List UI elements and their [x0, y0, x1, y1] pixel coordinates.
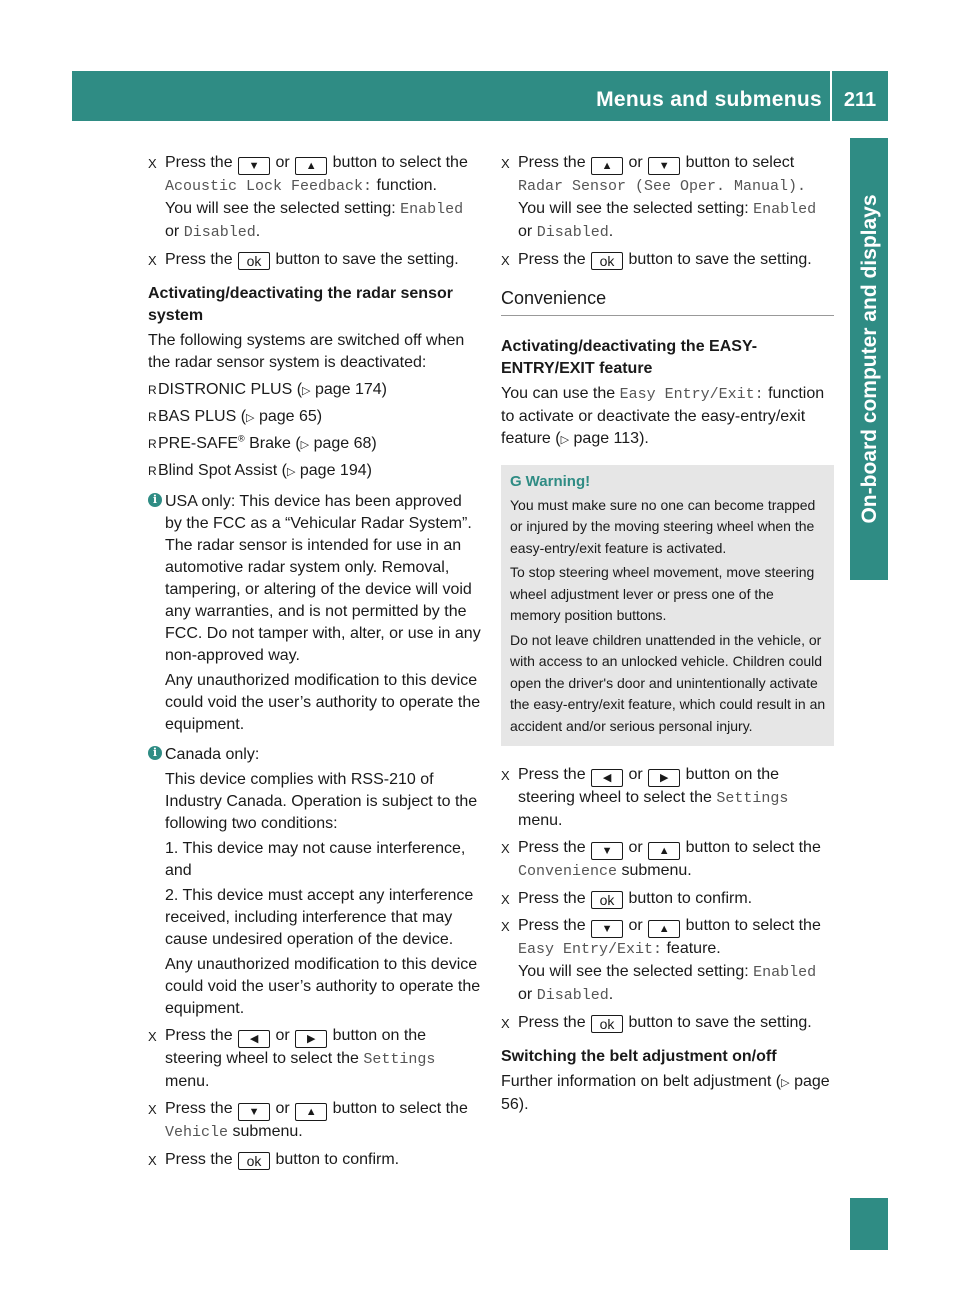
step-icon: X — [148, 1153, 157, 1168]
down-key-icon: ▼ — [238, 157, 270, 175]
ok-key-icon: ok — [238, 252, 270, 270]
step-icon: X — [501, 768, 510, 783]
down-key-icon: ▼ — [648, 157, 680, 175]
right-key-icon: ▶ — [295, 1030, 327, 1048]
step-icon: X — [501, 156, 510, 171]
step-confirm: X Press the ok button to confirm. — [501, 888, 834, 910]
warning-heading: G Warning! — [510, 473, 591, 490]
radar-systems-list — [148, 379, 482, 483]
canada-note: i Canada only: This device complies with RSS-210 of Industry Canada. Operation is subject to the following two conditions: 1. This device may not cause interference, and 2. This device must accept any interference received, including interference that may cause undesired operation of the device. Any unauthorized modification to this device could void the user’s authority to operate the equipment. — [148, 744, 482, 1020]
easy-entry-intro: You can use the Easy Entry/Exit: function to activate or deactivate the easy-entry/exit feature (▷ page 113). — [501, 385, 825, 447]
step-select-vehicle-submenu: X Press the ▼ or ▲ button to select the Vehicle submenu. — [148, 1100, 468, 1141]
section-title-convenience: Convenience — [501, 287, 834, 316]
list-item: R PRE-SAFE® Brake (▷ page 68) — [148, 433, 377, 452]
left-key-icon: ◀ — [591, 769, 623, 787]
step-select-easy-entry: X Press the ▼ or ▲ button to select the Easy Entry/Exit: feature. You will see the selected setting: Enabled or Disabled. — [501, 917, 821, 1004]
page-ref-icon: ▷ — [302, 385, 311, 397]
step-icon: X — [501, 253, 510, 268]
belt-heading: Switching the belt adjustment on/off — [501, 1048, 777, 1065]
up-key-icon: ▲ — [591, 157, 623, 175]
step-icon: X — [501, 1016, 510, 1031]
ok-key-icon: ok — [591, 1015, 623, 1033]
page-ref-icon: ▷ — [246, 412, 255, 424]
step-select-acoustic-lock: X Press the ▼ or ▲ button to select the Acoustic Lock Feedback: function. You will see the selected setting: Enabled or Disabled. — [148, 154, 468, 241]
step-select-radar-sensor: X Press the ▲ or ▼ button to select Radar Sensor (See Oper. Manual). You will see the selected setting: Enabled or Disabled. — [501, 154, 817, 241]
page-ref-icon: ▷ — [300, 439, 310, 451]
step-icon: X — [501, 841, 510, 856]
step-select-settings-menu: X Press the ◀ or ▶ button on the steering wheel to select the Settings menu. — [501, 766, 789, 829]
list-item: R BAS PLUS (▷ page 65) — [148, 408, 323, 425]
step-select-convenience-submenu: X Press the ▼ or ▲ button to select the Convenience submenu. — [501, 839, 821, 880]
list-item: R DISTRONIC PLUS (▷ page 174) — [148, 381, 387, 398]
page-title: Menus and submenus — [596, 88, 822, 111]
list-item: R Blind Spot Assist (▷ page 194) — [148, 462, 372, 479]
side-tab-label: On-board computer and displays — [858, 194, 881, 524]
info-icon: i — [148, 493, 162, 507]
page-header — [72, 71, 888, 121]
header-divider — [830, 71, 832, 121]
belt-text: Further information on belt adjustment (▷ page 56). — [501, 1073, 830, 1113]
down-key-icon: ▼ — [591, 920, 623, 938]
warning-icon: G — [510, 473, 522, 490]
warning-box: G Warning! You must make sure no one can become trapped or injured by the moving steering wheel when the easy-entry/exit feature is activated. To stop steering wheel movement, move steering wheel adjustment lever or press one of the memory position buttons. Do not leave children unattended in the vehicle, or with access to an unlocked vehicle. Children could open the driver's door and unintentionally activate the easy-entry/exit feature, which could result in an accident and/or serious personal injury. — [501, 465, 834, 746]
right-key-icon: ▶ — [648, 769, 680, 787]
page-ref-icon: ▷ — [286, 466, 296, 478]
page-ref-icon: ▷ — [560, 434, 570, 446]
step-save-setting: X Press the ok button to save the setting. — [501, 1012, 834, 1034]
down-key-icon: ▼ — [238, 1103, 270, 1121]
radar-heading: Activating/deactivating the radar sensor system — [148, 285, 453, 324]
up-key-icon: ▲ — [295, 1103, 327, 1121]
step-save-setting: X Press the ok button to save the setting. — [501, 249, 834, 271]
left-column — [148, 152, 482, 1176]
step-confirm: X Press the ok button to confirm. — [148, 1149, 482, 1171]
ok-key-icon: ok — [238, 1152, 270, 1170]
page-number: 211 — [843, 89, 877, 111]
radar-intro: The following systems are switched off when the radar sensor system is deactivated: — [148, 332, 465, 371]
left-key-icon: ◀ — [238, 1030, 270, 1048]
down-key-icon: ▼ — [591, 842, 623, 860]
step-select-settings-menu: X Press the ◀ or ▶ button on the steering wheel to select the Settings menu. — [148, 1027, 436, 1090]
up-key-icon: ▲ — [648, 920, 680, 938]
step-icon: X — [148, 1029, 157, 1044]
step-icon: X — [148, 1102, 157, 1117]
info-icon: i — [148, 746, 162, 760]
ok-key-icon: ok — [591, 891, 623, 909]
step-icon: X — [148, 253, 157, 268]
usa-note: i USA only: This device has been approved by the FCC as a “Vehicular Radar System”. The radar sensor is intended for use in an automotive radar system only. Removal, tampering, or altering of the device will void any warranties, and is not permitted by the FCC. Do not tamper with, alter, or use in any non-approved way. Any unauthorized modification to this device could void the user’s authority to operate the equipment. — [148, 491, 482, 736]
step-save-setting: X Press the ok button to save the setting. — [148, 249, 482, 271]
easy-entry-heading: Activating/deactivating the EASY-ENTRY/EXIT feature — [501, 338, 758, 377]
step-icon: X — [501, 919, 510, 934]
up-key-icon: ▲ — [648, 842, 680, 860]
side-marker — [850, 1198, 888, 1250]
step-icon: X — [501, 892, 510, 907]
step-icon: X — [148, 156, 157, 171]
page-ref-icon: ▷ — [781, 1077, 790, 1089]
right-column — [501, 152, 834, 1121]
up-key-icon: ▲ — [295, 157, 327, 175]
ok-key-icon: ok — [591, 252, 623, 270]
